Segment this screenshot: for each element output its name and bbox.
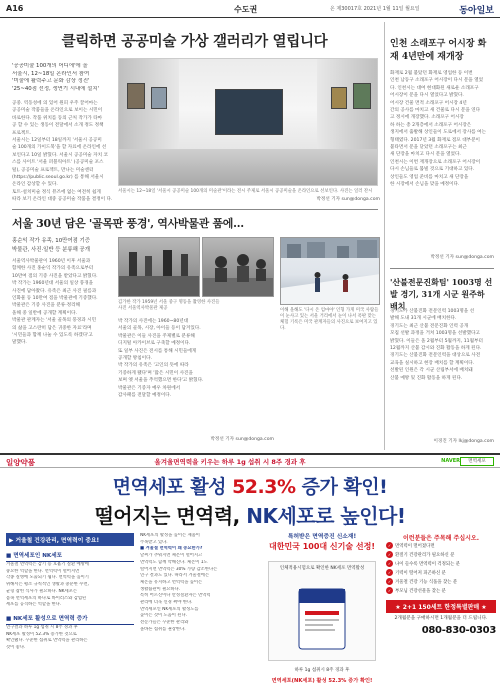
article2-body-right: 박 작가의 사진에는 1960~80년대 서울의 골목, 시장, 아이들 등이 담겨있다. 박물관은 이들 사진을 주제별로 분류해 디지털 아카이브로 구축할 예정이다. 또 일부 사진은 전시를 통해 시민들에게 공개할 방침이다. 박 작가의 유족은 '고인의 뜻에 따라 기증하게 됐다'며 '많은 시민이 사진을 보며 옛 서울을 추억했으면 한다'고 밝혔다. 박물관은 기증자 예우 차원에서 감사패를 전달할 예정이다. xyxy=(118,319,204,399)
page-number: A16 xyxy=(6,4,24,13)
section-title: 수도권 xyxy=(234,5,258,14)
gallery-floor xyxy=(119,149,378,185)
ad-patent-title: 특허받은 면역증진 신소재! xyxy=(287,534,357,540)
artwork xyxy=(331,87,347,109)
ad-subhead: ■ NK세포 활성으로 면역력 증가 xyxy=(6,612,134,625)
article2-subhead: 홍순익 작가 유족, 10만여점 기증 박물관, 사진·일반 등 분류해 공개 xyxy=(12,238,90,253)
sidebar-divider xyxy=(390,268,494,269)
spacer xyxy=(118,198,206,208)
sidebar-body-1: 화재로 2월 불탔던 화재로 영업한 등 이번 인천 남동구 소래포구 어시장이 다시 문을 열었 다. 인천시는 대여 현대화된 새로운 소래포구 어시장이 문을 다시 열었다고 밝혔다. 어시장 건물 면적 소래포구 어시장 4년 간의 공사를 마치고 새 건물로 다시 문을 연다 고 정시에 개장했다. 소래포구 어시장 하 하는 총 2개층에서 소래포구 어시장은 생지에서 출발해 상인들이 도로에서 장사를 여는 형태였다. 2017년 3월 화재로 점포 대부분이 불타면서 문을 닫았던 소래포구는 최근 새 단장을 마치고 다시 문을 열었다. 인천시는 이번 재개장으로 소래포구 어시장이 다시 손님들로 붐빌 것으로 기대하고 있다. 상인들도 영업 준비를 마치고 새 단장을 한 시장에서 손님을 맞을 예정이다. xyxy=(390,71,487,188)
article1-body-left: 공중. 역동성에 의 있어 원피 우주 끌어마는 공공미술 작품들을 온라인으로 보이는 시민이 바로한다. 작품 위치를 동의 근처 작가가 타마 공 할 수 있는 생동이 전달에서 소개 정도 정책 프로젝트. 서울시는 12일부터 18일까지 '서울시 공공미 술 100개의 가이드북'을 할 자료에 온라인에 선 보인다고 10일 밝혔다. 서울시 공공미술 자치 코 스를 사이트 '서울 퍼블릭아트' (공공미술 포스 털), 공공미술 프로젝트, 만나는 미술센터 (https://public.seoul.go.kr) 를 통해 서울시 온라인 감상할 수 있다. 토트-설치미술 정식 뮤즈에 없는 여전히 쉽게 따라 보기 온라인 대중 공공미술 작품을 결정이 다. xyxy=(12,101,112,203)
ad-column-1 xyxy=(6,533,134,652)
ad-column-2 xyxy=(140,533,258,634)
virtual-gallery-photo xyxy=(118,58,378,186)
article2-byline: 박정선 기자 sun@donga.com xyxy=(210,437,274,442)
archive-photo-2 xyxy=(202,237,274,297)
gallery-caption: 서울시는 12~18일 '서울시 공공미술 100개의 미술관'이라는 전시 주제로 서울시 공공미술을 온라인으로 선보인다. 사진는 일러 잔시 xyxy=(118,189,373,194)
ad-product-panel xyxy=(268,561,376,661)
spacer xyxy=(200,200,298,208)
article2-body-left: 서울역사박물관이 1960년 이후 서울과 함께한 사진 홍순익 작가의 유족으로부터 10만여 점의 기증 사진을 받았다고 밝혔다. 박 작가는 1960년대 서울의 일상 풍경을 사진에 담아왔다. 유족은 최근 사진 필름과 인화물 등 10만여 점을 박물관에 기증했다. 박물관은 기증 사진을 분류·정리해 올해 중 일반에 공개할 계획이다. 박물관 관계자는 '서울 골목의 풍경과 시민 의 삶을 고스란히 담은 귀중한 자료'라며 '시민들과 함께 나눌 수 있도록 하겠다'고 말했다. xyxy=(12,259,98,346)
ad-text-3: NK세포의 활성을 높이는 제품이 주목받고 있다. ■ 겨울철 면역력이 왜 중요한가? 날씨가 추워지면 체온이 떨어지고 면역력도 함께 약해진다. 체온이 1도 떨어지면 면역력은 30% 가량 감소한다는 연구 결과도 있다. 따라서 겨울철에는 체온을 유지하고 면역력을 높이는 생활습관이 필요하다. 특히 어르신이나 만성질환자는 면역력 관리에 더욱 신경 써야 한다. 면역세포인 NK세포의 활성도를 높이는 것이 도움이 된다. 전문가들은 꾸준한 관리와 올바른 섭취를 권장한다. xyxy=(140,533,218,632)
artwork xyxy=(151,87,167,109)
ad-text-1: 겨울철 면역력은 감기 등 호흡기 질환 예방에 중요한 역할을 한다. 면역력이 떨어지면 각종 질병에 노출되기 쉽다. 면역력을 높이기 위해서는 평소 규칙적인 생활과 충분한 수면, 균형 잡힌 식사가 필요하다. NK세포는 몸속 면역세포의 하나로 바이러스와 감염된 세포를 공격하는 역할을 한다. xyxy=(6,562,89,608)
lead-line: '25~40점 선정, 생연기 시내에 설치' xyxy=(12,85,100,92)
ad-chart-title: 인체적용시험으로 확인한 NK세포 면역활성 xyxy=(279,566,365,571)
list-item: ✓ 나이 들수록 면역력이 걱정되는 분 xyxy=(387,561,460,567)
ad-phone-number[interactable]: 080-830-0303 xyxy=(421,625,496,636)
ad-headline-2: 떨어지는 면역력, NK세포로 높인다! xyxy=(94,504,406,528)
ad-chart-result: 면역세포(NK세포) 활성 52.3% 증가 확인! xyxy=(271,678,373,684)
sidebar-title-1: 인천 소래포구 어시장 화재 4년만에 재개장 xyxy=(390,39,487,62)
archive-photo-caption: 김가한 작가 1959년 서울 중구 명동을 촬영한 사진들 사진 서울역사박물관 제공 xyxy=(118,300,220,311)
archive-photo-figures xyxy=(119,238,200,297)
ad-topline: 올겨울면역력을 키우는 하루 1g 섭취 시 8주 경과 후 xyxy=(154,458,306,466)
snow-scene xyxy=(281,238,380,305)
sidebar-body-2: 경기도가 산불진화 전문인력 1003명을 선 발해 도내 31개 시군에 배치한다. 경기도는 최근 산불 전문진화 인력 공개 모집 선발 과정을 거쳐 1003명을 선발했다고 밝혔다. 이들은 올 2월부터 5월까지, 11월부터 12월까지 산불 감시와 진화 활동을 하게 된다. 경기도는 산불진화 전문인력을 대상으로 사전 교육을 실시하고 현장 배치를 할 계획이다. 선발된 인원은 각 시군 산림부서에 배치돼 산불 예방 및 진화 활동을 하게 된다. xyxy=(390,309,483,381)
artwork xyxy=(127,83,145,109)
ad-column-3 xyxy=(262,531,382,691)
masthead xyxy=(0,0,500,18)
ad-headline-1: 면역세포 활성 52.3% 증가 확인! xyxy=(112,476,388,498)
sidebar-byline-1: 박정선 기자 sun@donga.com xyxy=(430,255,494,260)
ad-promo-banner: ★ 2+1 150세트 한정특별판매 ★ xyxy=(386,600,496,613)
advertisement xyxy=(0,453,500,691)
article1-byline: 박정선 기자 sun@donga.com xyxy=(316,197,380,202)
ad-chart-footnote: 하루 1g 섭취시 8주 경과 후 xyxy=(294,668,350,673)
snow-photo xyxy=(280,237,380,305)
artwork xyxy=(353,83,371,109)
issue-date: 온 제30017호 2021년 1월 11일 월요일 xyxy=(330,6,420,12)
list-item: ✓ 부모님 건강선물을 찾는 분 xyxy=(387,588,446,594)
column-divider xyxy=(384,22,385,450)
lead-line: '미술에 활력주고 문화 감상 정진' xyxy=(12,78,90,85)
list-item: ✓ 겨울철 건강 기능 식품을 찾는 분 xyxy=(387,579,458,585)
newspaper-logo: 동아일보 xyxy=(459,6,494,16)
ad-award-title: 대한민국 100대 신기술 선정! xyxy=(269,542,375,551)
ad-product-illustration xyxy=(269,571,375,657)
list-item: ✓ 기력이 떨어져 피곤하신 분 xyxy=(387,570,446,576)
ad-brand-logo: 일양약품 xyxy=(6,458,35,467)
archive-photo-1 xyxy=(118,237,200,297)
ad-search-box[interactable]: 면역세포 xyxy=(460,457,494,466)
ad-column-4 xyxy=(386,533,496,636)
sidebar-title-2: '산불전문진화팀' 1003명 선발 경기, 31개 시군 원주하 배치 xyxy=(390,277,493,311)
ad-text-2: 연구결과 하루 1g 섭취 시 8주 경과 후 NK세포 활성이 52.3% 증가한 것으로 확인됐다. 꾸준한 섭취로 면역력을 관리하는 것이 좋다. xyxy=(6,624,88,651)
sidebar-byline-2: 이경진 기자 lkj@donga.com xyxy=(433,439,494,444)
article2-headline: 서울 30년 담은 '골목판 풍경', 역사박물관 품에… xyxy=(12,217,244,230)
list-item: ✓ 환절기 건강관리가 필요하신 분 xyxy=(387,552,455,558)
artwork xyxy=(215,89,283,135)
ad-target-title: 이런분들은 주목해 주십시오. xyxy=(402,535,479,542)
ad-subhead: ■ 면역세포인 NK세포 xyxy=(6,549,134,562)
ad-promo-detail: 2개월분을 구매하시면 1개월분을 더 드립니다. xyxy=(394,616,488,621)
lead-line: '공공미술 100개의 어디에'에 올 xyxy=(12,63,88,69)
article-divider xyxy=(12,209,378,210)
article1-headline: 클릭하면 공공미술 가상 갤러리가 열립니다 xyxy=(61,33,328,50)
list-item: ✓ 면역력이 떨어졌다면 xyxy=(387,543,435,549)
ad-topbar xyxy=(0,455,500,468)
lead-line: 서울시, 12~18일 온라인서 참여 xyxy=(12,70,90,77)
ad-box-title: ▶ 거울철 건강관리, 면역력이 중요! xyxy=(6,533,134,546)
naver-logo: NAVER xyxy=(441,458,460,464)
ad-target-list xyxy=(386,542,496,596)
archive-photo-children xyxy=(203,238,274,297)
snow-photo-caption: 이해 올해도 '다시 온 엄마야' 인형 가게 미국 사람들이 눈사고 있는 서울 거리에서 눈이 나서 폭판 맞는 체험 기록은 미국 관계자들의 사진으로 보여지고 있다. xyxy=(280,308,379,331)
